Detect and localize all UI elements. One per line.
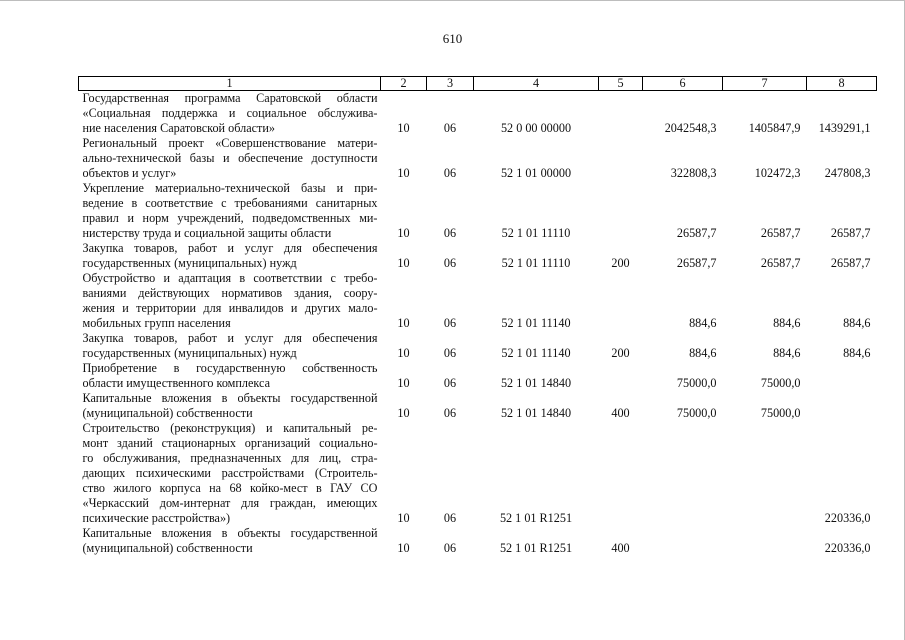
section-code: 10 xyxy=(397,256,410,270)
subsection-code: 06 xyxy=(443,121,457,135)
row-name-line: области имущественного комплекса xyxy=(82,376,270,390)
amount-col-8: 220336,0 xyxy=(824,541,871,555)
row-name-line: «Черкасский дом-интернат для граждан, имеющих xyxy=(82,496,378,510)
row-name-cell xyxy=(79,91,381,137)
amount-col-6: 75000,0 xyxy=(676,376,717,390)
amount-col-8 xyxy=(807,391,877,421)
amount-col-8 xyxy=(807,361,877,391)
amount-col-8: 26587,7 xyxy=(830,256,871,270)
section-code: 10 xyxy=(397,406,410,420)
table-row xyxy=(79,421,877,526)
amount-col-6: 322808,3 xyxy=(670,166,717,180)
amount-col-6: 75000,0 xyxy=(676,406,717,420)
row-name-cell xyxy=(79,136,381,181)
row-name-line: мобильных групп населения xyxy=(82,316,231,330)
row-name-cell xyxy=(79,241,381,271)
amount-col-7: 75000,0 xyxy=(760,376,801,390)
column-header-5: 5 xyxy=(599,77,643,91)
row-name-line: ние населения Саратовской области» xyxy=(82,121,275,135)
section-code: 10 xyxy=(397,511,410,525)
row-name-line: (муниципальной) собственности xyxy=(82,541,253,555)
row-name-line: дающих психическими расстройствами (Строитель- xyxy=(82,466,378,480)
target-article-code: 52 1 01 14840 xyxy=(500,406,572,420)
table-row xyxy=(79,331,877,361)
row-name-line: правил и норм учреждений, подведомственных ми- xyxy=(82,211,378,225)
amount-col-7: 884,6 xyxy=(773,316,801,330)
row-name-cell xyxy=(79,421,381,526)
page-number: 610 xyxy=(442,31,463,46)
expense-type-code: 400 xyxy=(611,541,630,555)
row-name-line: ально-технической базы и обеспечение доступности xyxy=(82,151,378,165)
amount-col-6: 26587,7 xyxy=(676,226,717,240)
row-name-line: Государственная программа Саратовской области xyxy=(82,91,378,105)
expense-type-code xyxy=(599,181,643,241)
amount-col-8: 884,6 xyxy=(843,316,871,330)
subsection-code: 06 xyxy=(443,541,457,555)
amount-col-6 xyxy=(643,526,723,556)
row-name-line: Региональный проект «Совершенствование матери- xyxy=(82,136,378,150)
row-name-line: Закупка товаров, работ и услуг для обеспечения xyxy=(82,331,378,345)
table-row xyxy=(79,361,877,391)
amount-col-6: 884,6 xyxy=(689,316,717,330)
row-name-line: (муниципальной) собственности xyxy=(82,406,253,420)
expense-type-code xyxy=(599,421,643,526)
row-name-line: монт зданий стационарных организаций социально- xyxy=(82,436,378,450)
subsection-code: 06 xyxy=(443,511,457,525)
row-name-line: государственных (муниципальных) нужд xyxy=(82,256,297,270)
subsection-code: 06 xyxy=(443,346,457,360)
target-article-code: 52 1 01 R1251 xyxy=(499,511,573,525)
section-code: 10 xyxy=(397,376,410,390)
table-row xyxy=(79,391,877,421)
amount-col-7: 884,6 xyxy=(773,346,801,360)
table-body xyxy=(79,77,877,557)
subsection-code: 06 xyxy=(443,256,457,270)
amount-col-6: 26587,7 xyxy=(676,256,717,270)
section-code: 10 xyxy=(397,226,410,240)
subsection-code: 06 xyxy=(443,376,457,390)
row-name-line: ваниями действующих нормативов здания, соору- xyxy=(82,286,378,300)
amount-col-6: 884,6 xyxy=(689,346,717,360)
column-header-2: 2 xyxy=(381,77,427,91)
target-article-code: 52 1 01 00000 xyxy=(500,166,572,180)
target-article-code: 52 1 01 R1251 xyxy=(499,541,573,555)
subsection-code: 06 xyxy=(443,406,457,420)
table-row xyxy=(79,526,877,556)
row-name-line: жения и территории для инвалидов и других мало- xyxy=(82,301,378,315)
section-code: 10 xyxy=(397,316,410,330)
row-name-line: ство жилого корпуса на 68 койко-мест в ГАУ СО xyxy=(82,481,378,495)
target-article-code: 52 1 01 11110 xyxy=(501,226,571,240)
row-name-line: Приобретение в государственную собственность xyxy=(82,361,378,375)
expense-type-code xyxy=(599,91,643,137)
row-name-line: государственных (муниципальных) нужд xyxy=(82,346,297,360)
expense-type-code: 200 xyxy=(611,346,630,360)
section-code: 10 xyxy=(397,166,410,180)
table-row xyxy=(79,181,877,241)
row-name-line: Укрепление материально-технической базы и при- xyxy=(82,181,378,195)
amount-col-6 xyxy=(643,421,723,526)
expense-type-code xyxy=(599,136,643,181)
amount-col-6: 2042548,3 xyxy=(664,121,717,135)
table-row xyxy=(79,91,877,137)
column-header-3: 3 xyxy=(427,77,474,91)
table-row xyxy=(79,241,877,271)
section-code: 10 xyxy=(397,121,410,135)
table-header-row xyxy=(79,77,877,91)
row-name-line: го обслуживания, предназначенных для лиц, стра- xyxy=(82,451,378,465)
amount-col-8: 247808,3 xyxy=(824,166,871,180)
amount-col-7: 1405847,9 xyxy=(748,121,801,135)
amount-col-7: 102472,3 xyxy=(754,166,801,180)
row-name-line: психические расстройства») xyxy=(82,511,231,525)
expense-type-code: 400 xyxy=(611,406,630,420)
target-article-code: 52 1 01 11140 xyxy=(501,346,571,360)
row-name-cell xyxy=(79,361,381,391)
amount-col-7 xyxy=(723,421,807,526)
target-article-code: 52 1 01 11140 xyxy=(501,316,571,330)
row-name-cell xyxy=(79,391,381,421)
budget-table xyxy=(78,76,877,556)
column-header-4: 4 xyxy=(474,77,599,91)
row-name-line: «Социальная поддержка и социальное обслужива- xyxy=(82,106,378,120)
amount-col-7 xyxy=(723,526,807,556)
table-row xyxy=(79,136,877,181)
row-name-line: нистерству труда и социальной защиты области xyxy=(82,226,332,240)
column-header-8: 8 xyxy=(807,77,877,91)
amount-col-8: 220336,0 xyxy=(824,511,871,525)
row-name-line: объектов и услуг» xyxy=(82,166,177,180)
amount-col-7: 75000,0 xyxy=(760,406,801,420)
expense-type-code: 200 xyxy=(611,256,630,270)
amount-col-7: 26587,7 xyxy=(760,256,801,270)
amount-col-7: 26587,7 xyxy=(760,226,801,240)
column-header-1: 1 xyxy=(79,77,381,91)
row-name-line: Закупка товаров, работ и услуг для обеспечения xyxy=(82,241,378,255)
subsection-code: 06 xyxy=(443,166,457,180)
page-border-top xyxy=(0,0,905,1)
target-article-code: 52 0 00 00000 xyxy=(500,121,572,135)
amount-col-8: 26587,7 xyxy=(830,226,871,240)
expense-type-code xyxy=(599,271,643,331)
row-name-cell xyxy=(79,331,381,361)
subsection-code: 06 xyxy=(443,226,457,240)
section-code: 10 xyxy=(397,346,410,360)
amount-col-8: 884,6 xyxy=(843,346,871,360)
target-article-code: 52 1 01 14840 xyxy=(500,376,572,390)
row-name-line: Обустройство и адаптация в соответствии с требо- xyxy=(82,271,378,285)
section-code: 10 xyxy=(397,541,410,555)
target-article-code: 52 1 01 11110 xyxy=(501,256,571,270)
row-name-cell xyxy=(79,181,381,241)
expense-type-code xyxy=(599,361,643,391)
subsection-code: 06 xyxy=(443,316,457,330)
row-name-line: ведение в соответствие с требованиями санитарных xyxy=(82,196,378,210)
row-name-line: Строительство (реконструкция) и капитальный ре- xyxy=(82,421,378,435)
row-name-cell xyxy=(79,526,381,556)
table-row xyxy=(79,271,877,331)
column-header-7: 7 xyxy=(723,77,807,91)
amount-col-8: 1439291,1 xyxy=(818,121,871,135)
row-name-cell xyxy=(79,271,381,331)
row-name-line: Капитальные вложения в объекты государственной xyxy=(82,526,378,540)
column-header-6: 6 xyxy=(643,77,723,91)
row-name-line: Капитальные вложения в объекты государственной xyxy=(82,391,378,405)
